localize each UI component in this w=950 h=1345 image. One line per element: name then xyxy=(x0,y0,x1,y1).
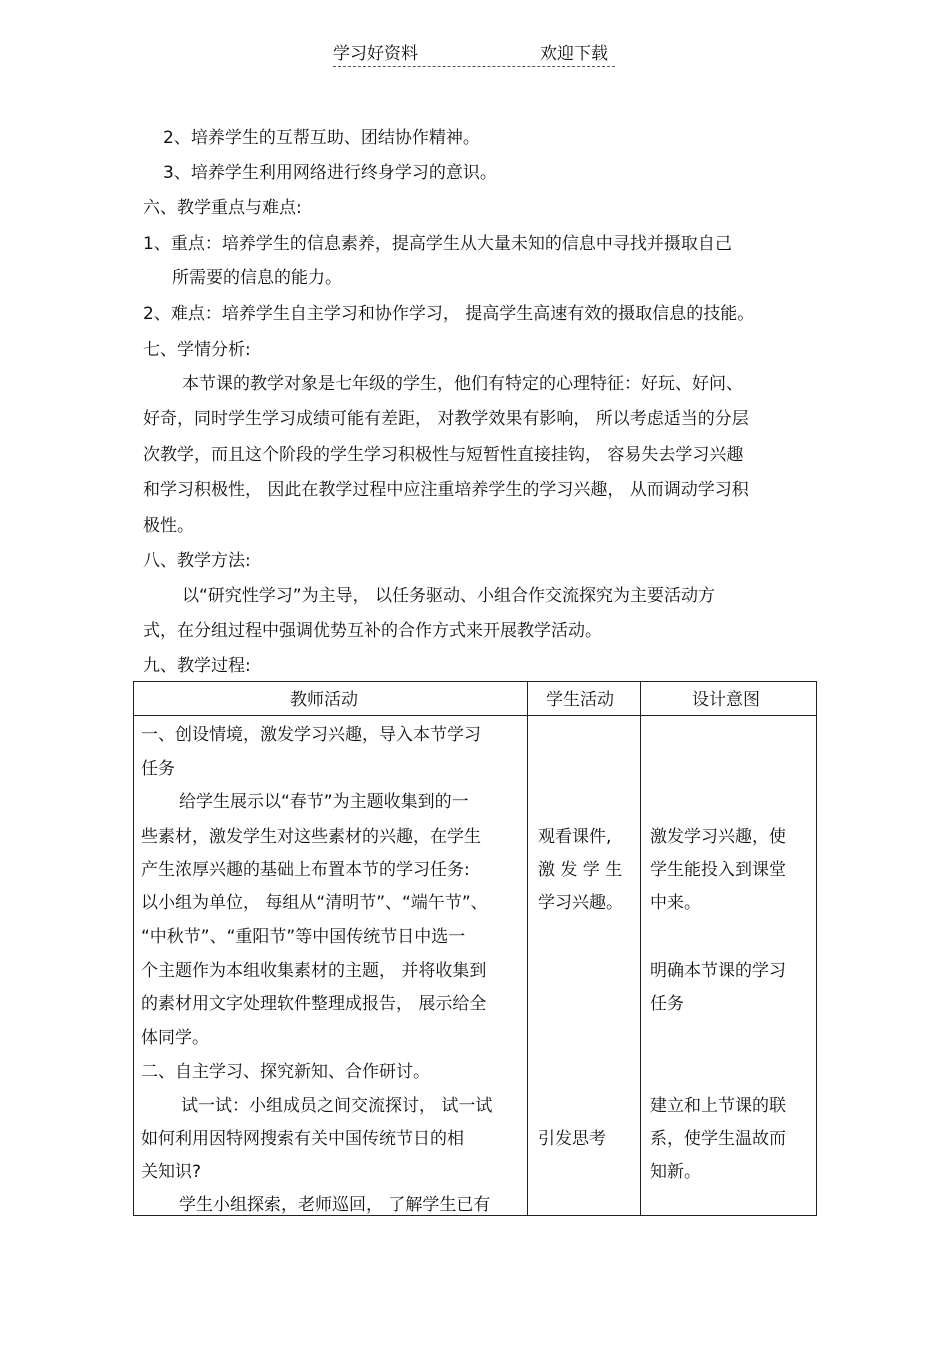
section-seven-heading: 七、学情分析: xyxy=(143,340,251,360)
teacher-line: 的素材用文字处理软件整理成报告， 展示给全 xyxy=(141,994,487,1014)
key-point-line-cont: 所需要的信息的能力。 xyxy=(172,268,342,288)
intent-line: 知新。 xyxy=(650,1162,701,1182)
teacher-line: 试一试：小组成员之间交流探讨， 试一试 xyxy=(181,1096,493,1116)
intent-line: 任务 xyxy=(650,994,684,1014)
section-eight-heading: 八、教学方法: xyxy=(143,551,251,571)
teacher-line: 产生浓厚兴趣的基础上布置本节的学习任务: xyxy=(141,860,470,880)
teacher-line: 给学生展示以“春节”为主题收集到的一 xyxy=(179,792,469,812)
section-nine-heading: 九、教学过程: xyxy=(143,656,251,676)
teacher-line: 关知识? xyxy=(141,1162,202,1182)
intent-line: 激发学习兴趣，使 xyxy=(650,827,786,847)
column-divider-1 xyxy=(527,682,528,1215)
teacher-line: 体同学。 xyxy=(141,1028,209,1048)
column-divider-2 xyxy=(640,682,641,1215)
intent-line: 系，使学生温故而 xyxy=(650,1129,786,1149)
teacher-line: 以小组为单位， 每组从“清明节”、“端午节”、 xyxy=(141,893,488,913)
intent-line: 中来。 xyxy=(650,893,701,913)
header-row-divider xyxy=(134,715,816,716)
header-left-text: 学习好资料 xyxy=(333,44,418,64)
objective-line-2: 2、培养学生的互帮互助、团结协作精神。 xyxy=(163,128,480,148)
analysis-line-2: 好奇，同时学生学习成绩可能有差距， 对教学效果有影响， 所以考虑适当的分层 xyxy=(143,409,749,429)
student-line: 学习兴趣。 xyxy=(538,893,623,913)
teacher-line: “中秋节”、“重阳节”等中国传统节日中选一 xyxy=(141,927,466,947)
analysis-line-4: 和学习积极性， 因此在教学过程中应注重培养学生的学习兴趣， 从而调动学习积 xyxy=(143,480,749,500)
intent-line: 明确本节课的学习 xyxy=(650,961,786,981)
student-line: 观看课件, xyxy=(538,827,612,847)
header-student-activity: 学生活动 xyxy=(546,690,614,710)
teacher-line: 学生小组探索，老师巡回， 了解学生已有 xyxy=(179,1195,491,1215)
student-line: 引发思考 xyxy=(538,1129,606,1149)
analysis-line-5: 极性。 xyxy=(143,516,194,536)
header-divider xyxy=(333,66,615,67)
section-six-heading: 六、教学重点与难点: xyxy=(143,198,302,218)
teacher-line: 如何利用因特网搜索有关中国传统节日的相 xyxy=(141,1129,464,1149)
key-point-line: 1、重点：培养学生的信息素养，提高学生从大量未知的信息中寻找并摄取自己 xyxy=(143,234,732,254)
teacher-line: 个主题作为本组收集素材的主题， 并将收集到 xyxy=(141,961,487,981)
teacher-line: 二、自主学习、探究新知、合作研讨。 xyxy=(141,1062,430,1082)
student-line: 激 发 学 生 xyxy=(538,860,623,880)
teacher-line: 些素材，激发学生对这些素材的兴趣，在学生 xyxy=(141,827,481,847)
analysis-line-1: 本节课的教学对象是七年级的学生，他们有特定的心理特征：好玩、好问、 xyxy=(182,374,743,394)
difficulty-line: 2、难点：培养学生自主学习和协作学习， 提高学生高速有效的摄取信息的技能。 xyxy=(143,304,755,324)
intent-line: 学生能投入到课堂 xyxy=(650,860,786,880)
header-teacher-activity: 教师活动 xyxy=(290,690,358,710)
header-design-intent: 设计意图 xyxy=(692,690,760,710)
method-line-1: 以“研究性学习”为主导， 以任务驱动、小组合作交流探究为主要活动方 xyxy=(182,586,716,606)
objective-line-3: 3、培养学生利用网络进行终身学习的意识。 xyxy=(163,163,497,183)
header-right-text: 欢迎下载 xyxy=(540,44,608,64)
teaching-process-table xyxy=(133,681,817,1216)
analysis-line-3: 次教学，而且这个阶段的学生学习积极性与短暂性直接挂钩， 容易失去学习兴趣 xyxy=(143,445,744,465)
intent-line: 建立和上节课的联 xyxy=(650,1096,786,1116)
teacher-line: 任务 xyxy=(141,759,175,779)
teacher-line: 一、创设情境，激发学习兴趣，导入本节学习 xyxy=(141,725,481,745)
method-line-2: 式，在分组过程中强调优势互补的合作方式来开展教学活动。 xyxy=(143,621,602,641)
